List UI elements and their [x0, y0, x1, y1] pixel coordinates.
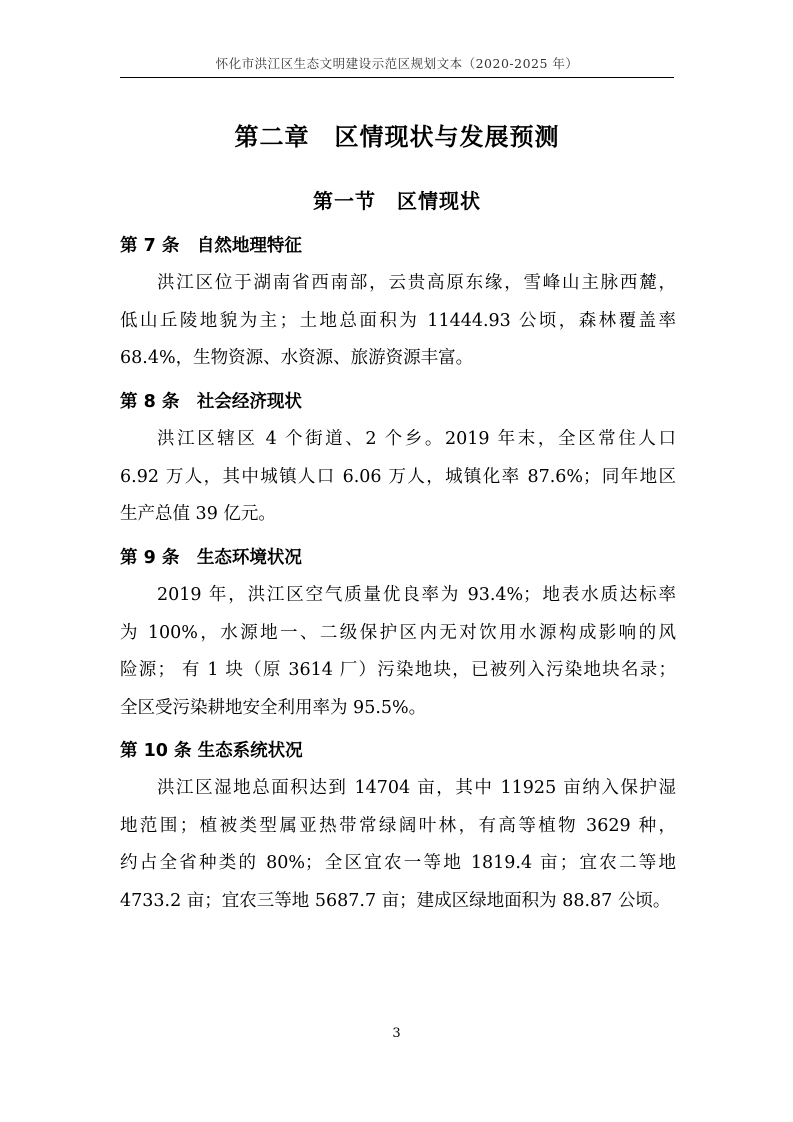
body-line: 生产总值 39 亿元。 — [120, 504, 276, 524]
article-10-body — [120, 770, 676, 920]
body-line: 约占全省种类的 80%；全区宜农一等地 1819.4 亩；宜农二等地 — [120, 853, 676, 873]
body-line: 地范围；植被类型属亚热带常绿阔叶林，有高等植物 3629 种， — [120, 815, 676, 836]
body-line: 全区受污染耕地安全利用率为 95.5%。 — [120, 697, 427, 718]
section-title: 第一节 区情现状 — [313, 189, 481, 213]
body-line: 68.4%，生物资源、水资源、旅游资源丰富。 — [120, 348, 474, 368]
body-line: 洪江区辖区 4 个街道、2 个乡。2019 年末，全区常住人口 — [157, 429, 676, 449]
article-8-heading: 第 8 条 社会经济现状 — [120, 392, 302, 412]
article-9-body — [120, 577, 676, 727]
body-line: 洪江区湿地总面积达到 14704 亩，其中 11925 亩纳入保护湿 — [157, 778, 676, 798]
article-10-heading: 第 10 条 生态系统状况 — [120, 741, 303, 761]
chapter-title: 第二章 区情现状与发展预测 — [234, 123, 560, 151]
body-line: 4733.2 亩；宜农三等地 5687.7 亩；建成区绿地面积为 88.87 公顷。 — [120, 890, 671, 911]
body-line: 为 100%，水源地一、二级保护区内无对饮用水源构成影响的风 — [120, 622, 676, 643]
body-line: 低山丘陵地貌为主；土地总面积为 11444.93 公顷，森林覆盖率 — [120, 310, 676, 331]
body-line: 洪江区位于湖南省西南部，云贵高原东缘，雪峰山主脉西麓， — [157, 273, 676, 293]
article-7-body — [120, 265, 676, 378]
body-line: 2019 年，洪江区空气质量优良率为 93.4%；地表水质达标率 — [157, 585, 676, 605]
body-line: 6.92 万人，其中城镇人口 6.06 万人，城镇化率 87.6%；同年地区 — [120, 466, 676, 487]
page-number: 3 — [392, 1026, 401, 1041]
body-line: 险源； 有 1 块（原 3614 厂）污染地块，已被列入污染地块名录； — [120, 660, 676, 680]
article-9-heading: 第 9 条 生态环境状况 — [120, 548, 302, 568]
running-header: 怀化市洪江区生态文明建设示范区规划文本（2020-2025 年） — [215, 56, 579, 71]
article-7-heading: 第 7 条 自然地理特征 — [120, 236, 302, 256]
header-divider — [120, 77, 674, 78]
article-8-body — [120, 421, 676, 534]
